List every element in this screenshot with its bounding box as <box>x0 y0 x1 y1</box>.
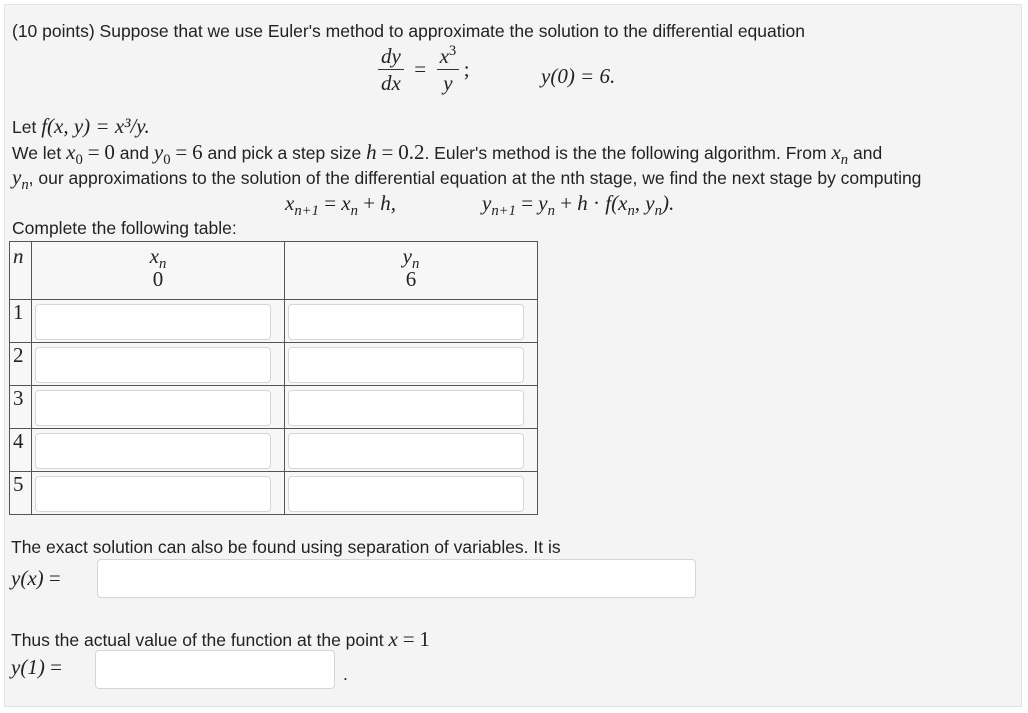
x5-input[interactable] <box>35 476 271 512</box>
x1-input[interactable] <box>35 304 271 340</box>
table-row <box>10 429 538 472</box>
dy-dx-fraction: $\frac{dy}{dx}$ <box>378 43 404 96</box>
exact-solution-text: The exact solution can also be found using separation of variables. It is <box>11 537 561 557</box>
y1-input[interactable] <box>95 650 335 689</box>
intro-text: (10 points) Suppose that we use Euler's method to approximate the solution to the differential equation <box>12 21 805 41</box>
initial-condition: y(0) = 6. <box>541 64 616 88</box>
f-definition-line: Let f(x, y) = x³/y. <box>12 114 150 138</box>
x3-over-y-fraction: $\frac{x^3}{y}$ <box>437 43 460 96</box>
y3-input[interactable] <box>288 390 524 426</box>
yx-label: y(x) = <box>11 566 61 590</box>
table-header-row <box>10 242 538 300</box>
x3-input[interactable] <box>35 390 271 426</box>
x-recurrence: $x_{n+1} = x_n + h$, <box>285 191 397 220</box>
row-index: 4 <box>10 429 32 472</box>
initial-values-line: We let $x_0 = 0$ and $y_0 = 6$ and pick a step size h = 0.2. Euler's method is the the following algorithm. From $x_n$ and <box>12 140 883 169</box>
header-yn: $y_n$ 6 <box>285 242 538 300</box>
x2-input[interactable] <box>35 347 271 383</box>
y-recurrence: $y_{n+1} = y_n + h \cdot f(x_n$, $y_n$). <box>482 191 675 220</box>
trailing-period: . <box>343 664 348 684</box>
y1-label: y(1) = <box>11 655 62 679</box>
x-point: 1 <box>419 627 430 651</box>
step-size: 0.2 <box>398 140 425 164</box>
x0-cell: 0 <box>152 267 164 291</box>
y5-input[interactable] <box>288 476 524 512</box>
differential-equation: $\frac{dy}{dx}$ = $\frac{x^3}{y}$ ; <box>378 43 470 113</box>
header-n: n <box>10 242 32 300</box>
x0-value: 0 <box>104 140 115 164</box>
table-row <box>10 300 538 343</box>
actual-value-line: Thus the actual value of the function at the point x = 1 <box>11 627 430 651</box>
exact-solution-input[interactable] <box>97 559 696 598</box>
row-index: 1 <box>10 300 32 343</box>
euler-table <box>9 241 538 515</box>
y4-input[interactable] <box>288 433 524 469</box>
row-index: 3 <box>10 386 32 429</box>
f-definition: f(x, y) = x³/y. <box>41 114 150 138</box>
table-row <box>10 386 538 429</box>
x4-input[interactable] <box>35 433 271 469</box>
complete-table-instruction: Complete the following table: <box>12 218 237 238</box>
header-xn: $x_n$ 0 <box>32 242 285 300</box>
y0-value: 6 <box>192 140 203 164</box>
row-index: 5 <box>10 472 32 515</box>
y0-cell: 6 <box>405 267 417 291</box>
table-row <box>10 472 538 515</box>
y2-input[interactable] <box>288 347 524 383</box>
row-index: 2 <box>10 343 32 386</box>
y1-input[interactable] <box>288 304 524 340</box>
approximation-line: $y_n$, our approximations to the solution of the differential equation at the nth stage, we find the next stage by computing <box>12 165 922 194</box>
table-row <box>10 343 538 386</box>
